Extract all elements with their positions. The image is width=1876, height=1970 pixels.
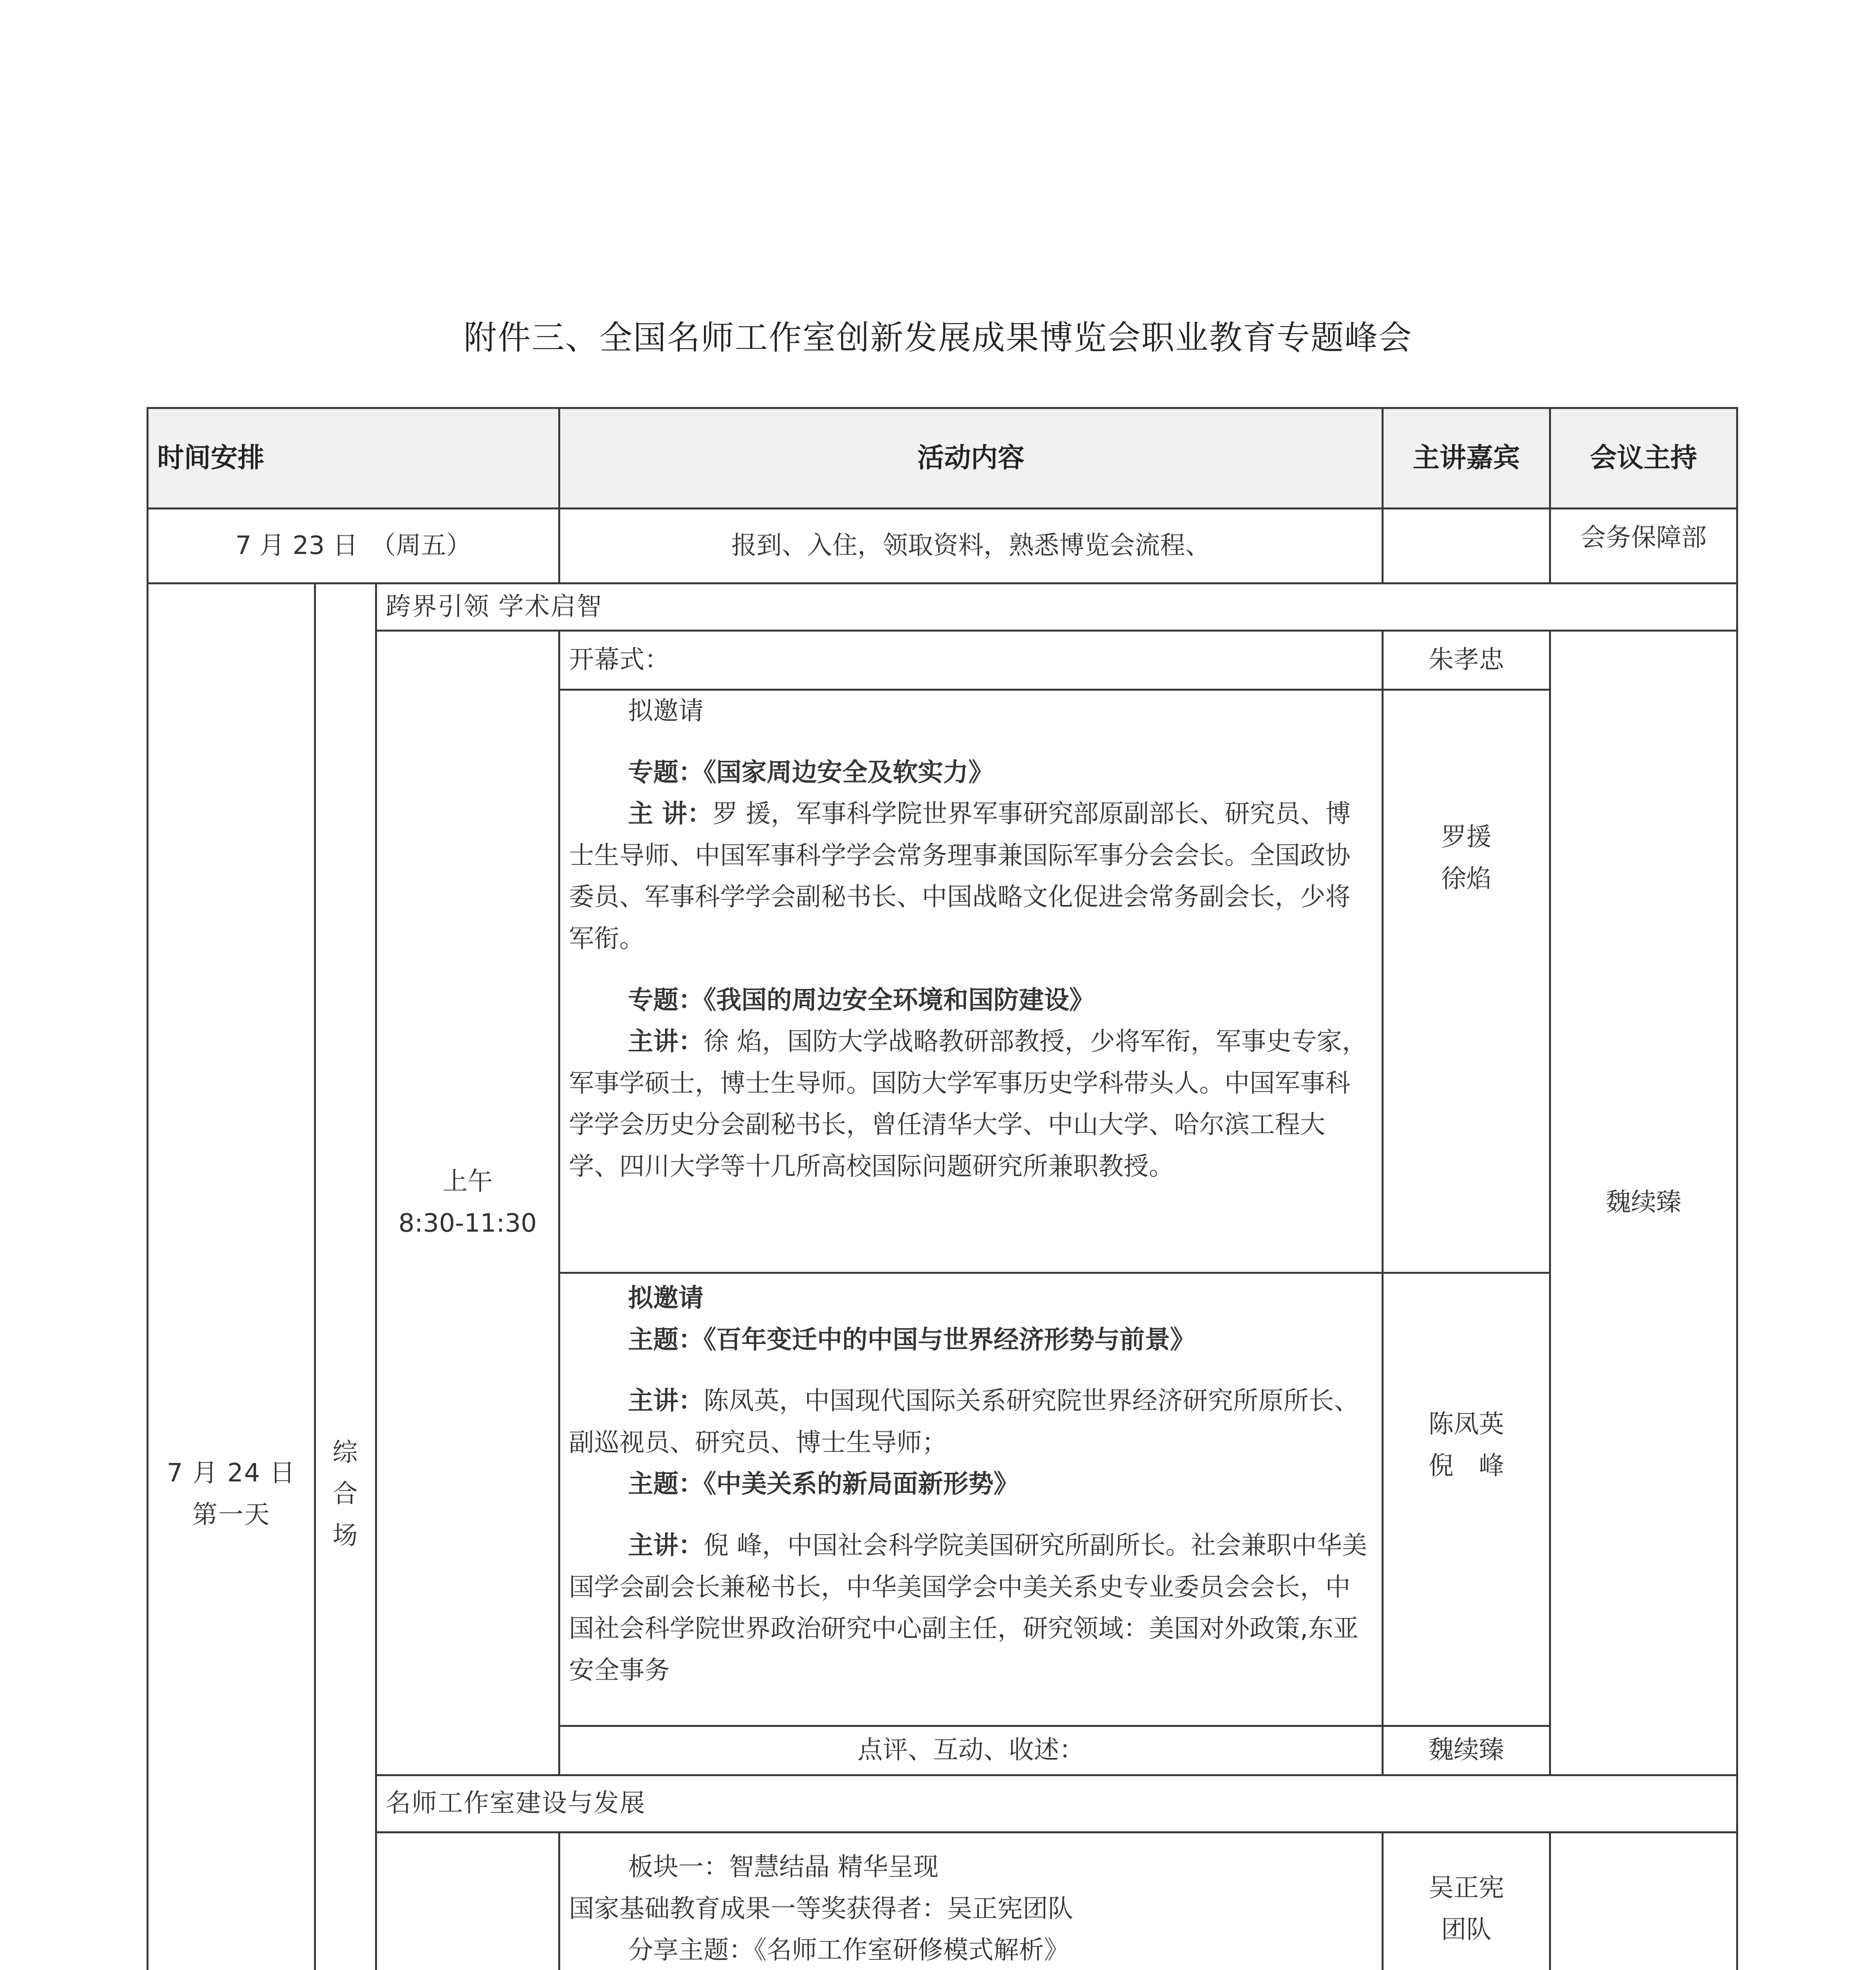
day2-date-cell xyxy=(148,584,315,1970)
day2-label: 第一天 xyxy=(192,1500,270,1530)
morning-time-cell xyxy=(376,631,559,1775)
day1-speaker xyxy=(1383,509,1550,584)
opening-row xyxy=(148,631,1737,690)
venue-char: 综 xyxy=(332,1438,358,1467)
block-title: 板块一：智慧结晶 精华呈现 xyxy=(628,1853,939,1882)
topic-title: 主题：《百年变迁中的中国与世界经济形势与前景》 xyxy=(628,1325,1196,1355)
header-host: 会议主持 xyxy=(1550,408,1737,509)
opening-speaker: 朱孝忠 xyxy=(1383,631,1550,690)
afternoon-time-cell xyxy=(376,1832,559,1970)
day1-content: 报到、入住，领取资料，熟悉博览会流程、 xyxy=(559,509,1383,584)
day1-host: 会务保障部 xyxy=(1550,509,1737,584)
block-line: 分享主题：《名师工作室研修模式解析》 xyxy=(628,1936,1070,1965)
block-line: 国家基础教育成果一等奖获得者：吴正宪团队 xyxy=(569,1894,1074,1924)
speaker-name: 陈凤英 xyxy=(1428,1410,1505,1439)
opening-label: 开幕式： xyxy=(559,631,1383,690)
topic-title: 主题：《中美关系的新局面新形势》 xyxy=(628,1470,1019,1499)
afternoon-host xyxy=(1550,1832,1737,1970)
speaker-name: 倪 峰 xyxy=(1428,1451,1505,1481)
morning-time: 8:30-11:30 xyxy=(398,1209,537,1238)
day2-date: 7 月 24 日 xyxy=(167,1459,296,1488)
afternoon-block-1 xyxy=(148,1832,1737,1970)
speaker-name: 吴正宪 xyxy=(1428,1873,1505,1903)
afternoon-block-1-speakers xyxy=(1383,1832,1550,1970)
section-row xyxy=(148,584,1737,631)
venue-char: 合 xyxy=(332,1479,358,1509)
morning-host: 魏续臻 xyxy=(1550,631,1737,1775)
header-time: 时间安排 xyxy=(148,408,559,509)
speaker-bio: 徐 焰，国防大学战略教研部教授，少将军衔，军事史专家，军事学硕士，博士生导师。国防大学军事历史学科带头人。中国军事科学学会历史分会副秘书长，曾任清华大学、中山大学、哈尔滨工程大学、四川大学等十几所高校国际问题研究所兼职教授。 xyxy=(569,1027,1367,1181)
table-header-row xyxy=(148,408,1737,509)
speaker-name: 罗援 xyxy=(1441,823,1492,852)
afternoon-block-1-content xyxy=(559,1832,1383,1970)
document-title: 附件三、全国名师工作室创新发展成果博览会职业教育专题峰会 xyxy=(463,318,1412,357)
speaker-lead: 主讲： xyxy=(628,1386,704,1416)
speaker-lead: 主讲： xyxy=(628,1027,704,1057)
header-speaker: 主讲嘉宾 xyxy=(1383,408,1550,509)
morning-label: 上午 xyxy=(442,1167,493,1197)
morning-block-2-speakers xyxy=(1383,1273,1550,1726)
topic-title: 专题：《我国的周边安全环境和国防建设》 xyxy=(628,985,1095,1015)
header-content: 活动内容 xyxy=(559,408,1383,509)
review-speaker: 魏续臻 xyxy=(1383,1726,1550,1775)
speaker-bio: 罗 援，军事科学院世界军事研究部原副部长、研究员、博士生导师、中国军事科学学会常务理事兼国际军事分会会长。全国政协委员、军事科学学会副秘书长、中国战略文化促进会常务副会长，少将军衔。 xyxy=(569,799,1351,953)
speaker-name: 团队 xyxy=(1441,1915,1492,1944)
morning-block-1-speakers xyxy=(1383,690,1550,1273)
invite-label: 拟邀请 xyxy=(628,1284,704,1313)
day1-date: 7 月 23 日 （周五） xyxy=(148,509,559,584)
topic-title: 专题：《国家周边安全及软实力》 xyxy=(628,758,994,787)
day1-row xyxy=(148,509,1737,584)
morning-block-2-content xyxy=(559,1273,1383,1726)
venue-char: 场 xyxy=(332,1521,358,1550)
speaker-lead: 主讲： xyxy=(628,1531,704,1560)
section-title-1: 跨界引领 学术启智 xyxy=(376,584,1737,631)
speaker-name: 徐焰 xyxy=(1441,864,1492,894)
speaker-bio: 陈凤英，中国现代国际关系研究院世界经济研究所原所长、副巡视员、研究员、博士生导师； xyxy=(569,1386,1360,1457)
section-row xyxy=(148,1775,1737,1832)
section-title-2: 名师工作室建设与发展 xyxy=(376,1775,1737,1832)
speaker-lead: 主 讲： xyxy=(628,799,713,829)
review-label: 点评、互动、收述： xyxy=(559,1726,1383,1775)
invite-label: 拟邀请 xyxy=(628,697,704,726)
morning-block-1-content xyxy=(559,690,1383,1273)
speaker-bio: 倪 峰，中国社会科学院美国研究所副所长。社会兼职中华美国学会副会长兼秘书长，中华美国学会中美关系史专业委员会会长，中国社会科学院世界政治研究中心副主任，研究领域：美国对外政策,东亚安全事务 xyxy=(569,1531,1367,1685)
venue-cell xyxy=(315,584,376,1970)
schedule-table xyxy=(147,407,1738,1970)
